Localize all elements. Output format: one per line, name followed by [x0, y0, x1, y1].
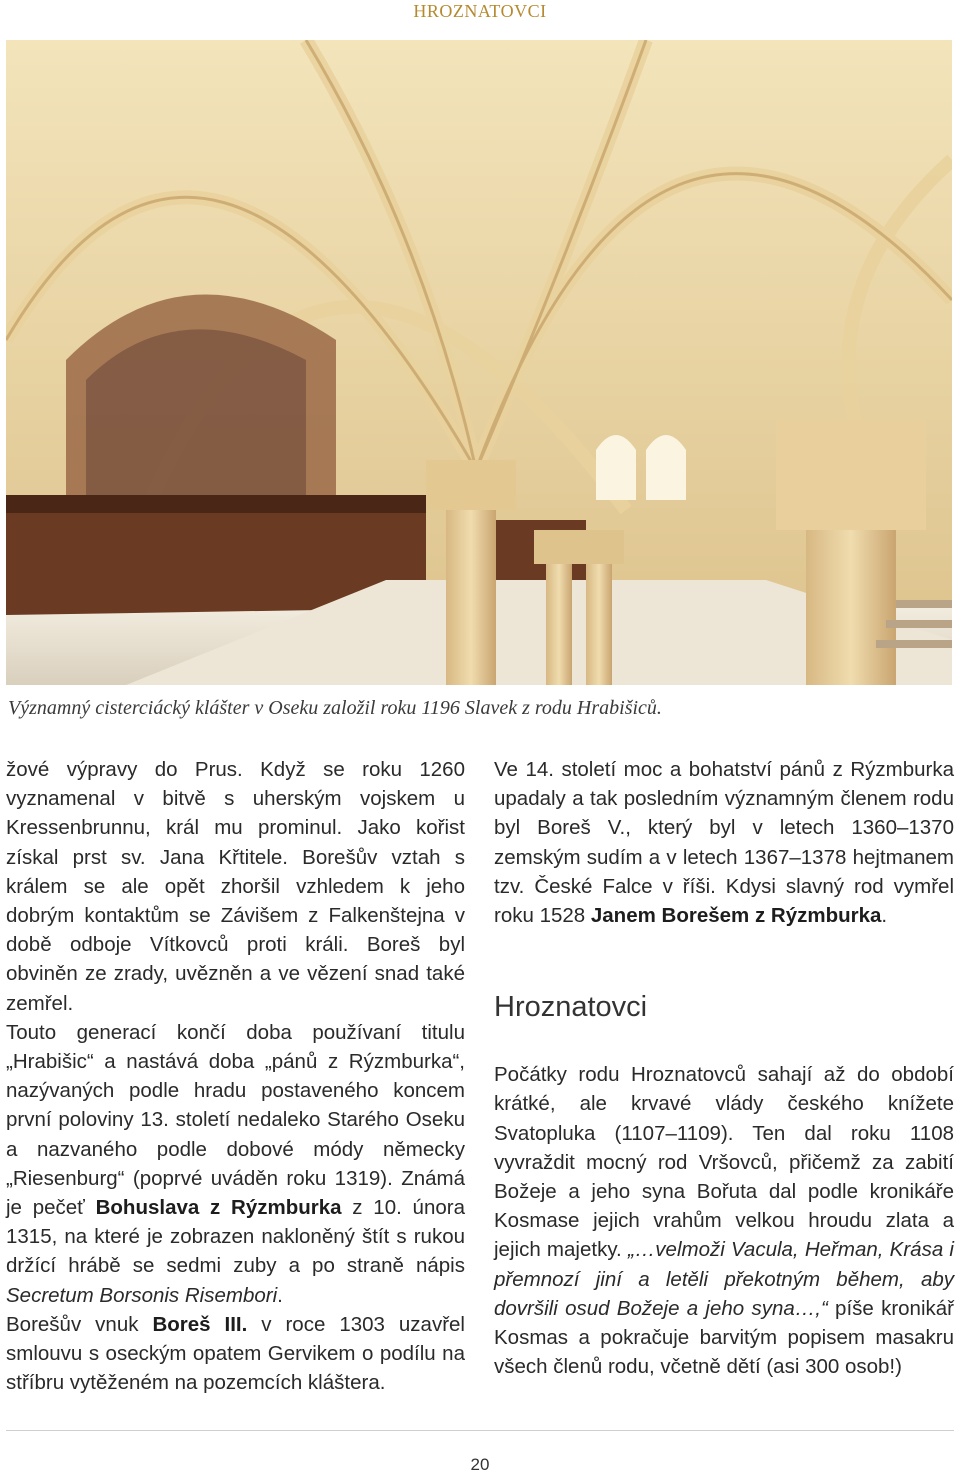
figure-caption: Významný cisterciácký klášter v Oseku založil roku 1196 Slavek z rodu Hrabišiců.	[8, 697, 662, 719]
paragraph-text: Touto generací končí doba používaní titulu „Hrabišic“ a nastává doba „pánů z Rýzmburka“, nazývaných podle hradu postaveného koncem první poloviny 13. století nedaleko Starého Oseku a nazvaného podle dobové módy německy „Riesenburg“ (poprvé uváděn roku 1319). Známá je pečeť	[6, 1020, 465, 1220]
paragraph-text: Borešův vnuk	[6, 1312, 153, 1336]
bold-name: Bohuslava z Rýzmburka	[95, 1196, 342, 1220]
paragraph-text: žové výpravy do Prus. Když se roku 1260 vyznamenal v bitvě s uherským vojskem u Kressenbrunnu, král mu prominul. Jako kořist získal prst sv. Jana Křtitele. Borešův vztah s králem se ale opět zhoršil vzhledem k jeho dobrým kontaktům se Závišem z Falkenštejna v době odboje Vítkovců proti králi. Boreš byl obviněn ze zrady, uvězněn a ve vězení snad také zemřel.	[6, 758, 465, 1015]
italic-inscription: Secretum Borsonis Risembori	[6, 1283, 278, 1307]
right-column	[494, 755, 954, 1381]
paragraph-text: Počátky rodu Hroznatovců sahají až do období krátké, ale krvavé vlády českého knížete Svatopluka (1107–1109). Ten dal roku 1108 vyvraždit mocný rod Vršovců, přičemž za zabití Božeje a jeho syna Bořuta dal podle kronikáře Kosmase jejich vrahům velkou hroudu zlata a jejich majetky.	[494, 1063, 954, 1262]
bold-name: Boreš III.	[152, 1312, 248, 1336]
italic-quote: „…velmoži Vacula, Heřman, Krása i přemnozí jiní a letěli překotným během, aby dovršili osud Božeje a jeho syna…,“	[494, 1238, 954, 1320]
footer-divider	[6, 1430, 954, 1431]
paragraph-text: .	[881, 904, 888, 928]
paragraph	[494, 755, 954, 930]
paragraph	[6, 755, 465, 1018]
paragraph	[6, 1018, 465, 1310]
running-head: HROZNATOVCI	[413, 1, 547, 21]
page-number: 20	[470, 1455, 490, 1474]
section-heading: Hroznatovci	[494, 991, 648, 1024]
cloister-photo	[6, 40, 952, 685]
paragraph-text: Ve 14. století moc a bohatství pánů z Rýzmburka upadaly a tak posledním významným členem rodu byl Boreš V., který byl v letech 1360–1370 zemským sudím a v letech 1367–1378 hejtmanem tzv. České Falce v říši. Kdysi slavný rod vymřel roku 1528	[494, 758, 954, 928]
paragraph-text: .	[277, 1283, 283, 1307]
paragraph-text: v roce 1303 uzavřel smlouvu s oseckým opatem Gervikem o podílu na stříbru vytěženém na pozemcích kláštera.	[6, 1312, 465, 1395]
paragraph-text: z 10. února 1315, na které je zobrazen nakloněný štít s rukou držící hrábě se sedmi zuby a po straně nápis	[6, 1196, 465, 1278]
left-column	[6, 755, 465, 1397]
bold-name: Janem Borešem z Rýzmburka	[590, 904, 882, 928]
paragraph	[6, 1310, 465, 1398]
paragraph-text: píše kronikář Kosmas a pokračuje barvitým popisem masakru všech členů rodu, včetně dětí (asi 300 osob!)	[494, 1296, 954, 1379]
paragraph	[494, 1060, 954, 1381]
